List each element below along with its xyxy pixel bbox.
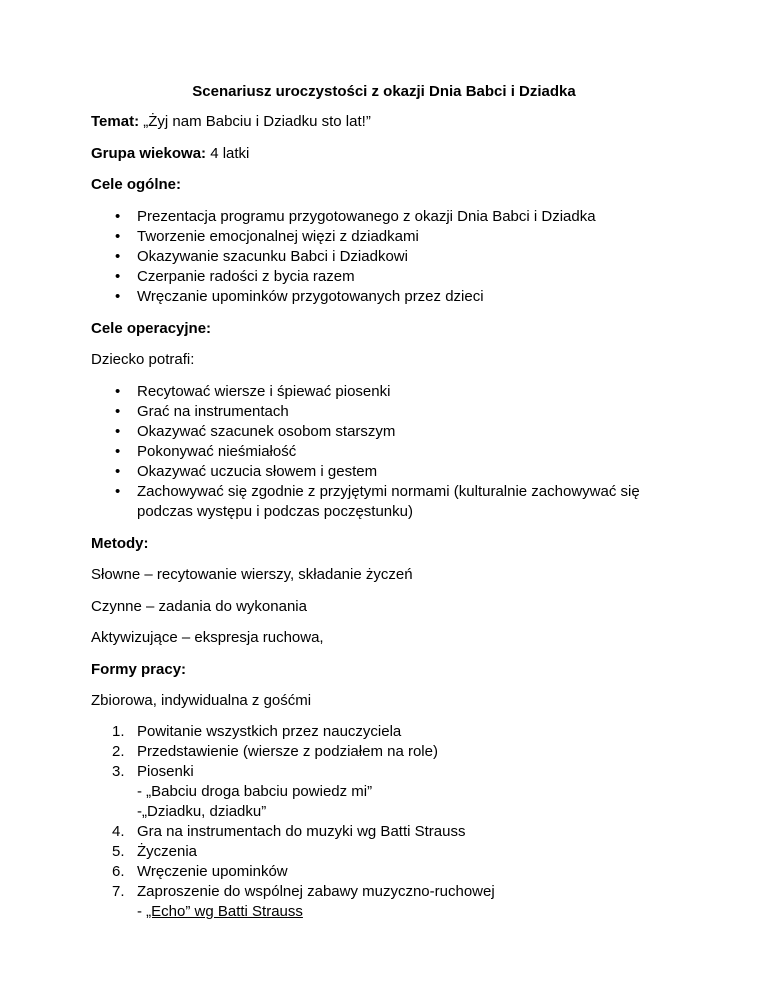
- program-subitem-prefix: -: [137, 903, 147, 920]
- bullet-icon: [115, 403, 120, 421]
- age-group-line: [91, 145, 249, 163]
- list-number: 6.: [112, 863, 125, 880]
- program-item: Życzenia: [137, 843, 198, 860]
- age-group-value: 4 latki: [210, 145, 250, 162]
- bullet-icon: [115, 268, 120, 286]
- list-number: 5.: [112, 843, 125, 860]
- operational-goal-item: Zachowywać się zgodnie z przyjętymi normami (kulturalnie zachowywać się: [137, 483, 640, 500]
- operational-goals-intro: Dziecko potrafi:: [91, 351, 195, 368]
- forms-heading: Formy pracy:: [91, 661, 187, 678]
- operational-goals-heading: Cele operacyjne:: [91, 320, 212, 337]
- list-number: 7.: [112, 883, 125, 900]
- bullet-icon: [115, 383, 120, 401]
- list-number: 4.: [112, 823, 125, 840]
- operational-goal-item: Pokonywać nieśmiałość: [137, 443, 297, 460]
- method-item: Aktywizujące – ekspresja ruchowa,: [91, 629, 324, 646]
- program-subitem-underlined: „Echo” wg Batti Strauss: [146, 903, 303, 920]
- bullet-icon: [115, 288, 120, 306]
- age-group-label: Grupa wiekowa:: [91, 145, 207, 162]
- bullet-icon: [115, 423, 120, 441]
- program-item: Piosenki: [137, 763, 194, 780]
- operational-goal-item: Recytować wiersze i śpiewać piosenki: [137, 383, 391, 400]
- general-goal-item: Czerpanie radości z bycia razem: [137, 268, 355, 285]
- general-goals-heading: Cele ogólne:: [91, 176, 182, 193]
- bullet-icon: [115, 443, 120, 461]
- bullet-icon: [115, 463, 120, 481]
- list-number: 1.: [112, 723, 125, 740]
- program-subitem-last: [137, 903, 303, 921]
- list-number: 2.: [112, 743, 125, 760]
- operational-goal-item-continuation: podczas występu i podczas poczęstunku): [137, 503, 413, 520]
- program-item: Zaproszenie do wspólnej zabawy muzyczno-ruchowej: [137, 883, 495, 900]
- operational-goal-item: Okazywać szacunek osobom starszym: [137, 423, 396, 440]
- program-item: Przedstawienie (wiersze z podziałem na role): [137, 743, 438, 760]
- program-item: Wręczenie upominków: [137, 863, 288, 880]
- document-title: Scenariusz uroczystości z okazji Dnia Babci i Dziadka: [192, 83, 576, 100]
- topic-value: „Żyj nam Babciu i Dziadku sto lat!”: [143, 113, 371, 130]
- topic-line: [91, 113, 371, 131]
- list-number: 3.: [112, 763, 125, 780]
- program-item: Gra na instrumentach do muzyki wg Batti Strauss: [137, 823, 466, 840]
- program-subitem: -„Dziadku, dziadku”: [137, 803, 267, 820]
- general-goal-item: Wręczanie upominków przygotowanych przez dzieci: [137, 288, 484, 305]
- bullet-icon: [115, 208, 120, 226]
- methods-heading: Metody:: [91, 535, 149, 552]
- forms-intro: Zbiorowa, indywidualna z gośćmi: [91, 692, 312, 709]
- bullet-icon: [115, 228, 120, 246]
- method-item: Słowne – recytowanie wierszy, składanie życzeń: [91, 566, 413, 583]
- bullet-icon: [115, 248, 120, 266]
- general-goal-item: Okazywanie szacunku Babci i Dziadkowi: [137, 248, 408, 265]
- general-goal-item: Tworzenie emocjonalnej więzi z dziadkami: [137, 228, 419, 245]
- operational-goal-item: Grać na instrumentach: [137, 403, 289, 420]
- bullet-icon: [115, 483, 120, 501]
- topic-label: Temat:: [91, 113, 140, 130]
- program-subitem: - „Babciu droga babciu powiedz mi”: [137, 783, 373, 800]
- method-item: Czynne – zadania do wykonania: [91, 598, 307, 615]
- program-item: Powitanie wszystkich przez nauczyciela: [137, 723, 402, 740]
- operational-goal-item: Okazywać uczucia słowem i gestem: [137, 463, 378, 480]
- general-goal-item: Prezentacja programu przygotowanego z okazji Dnia Babci i Dziadka: [137, 208, 596, 225]
